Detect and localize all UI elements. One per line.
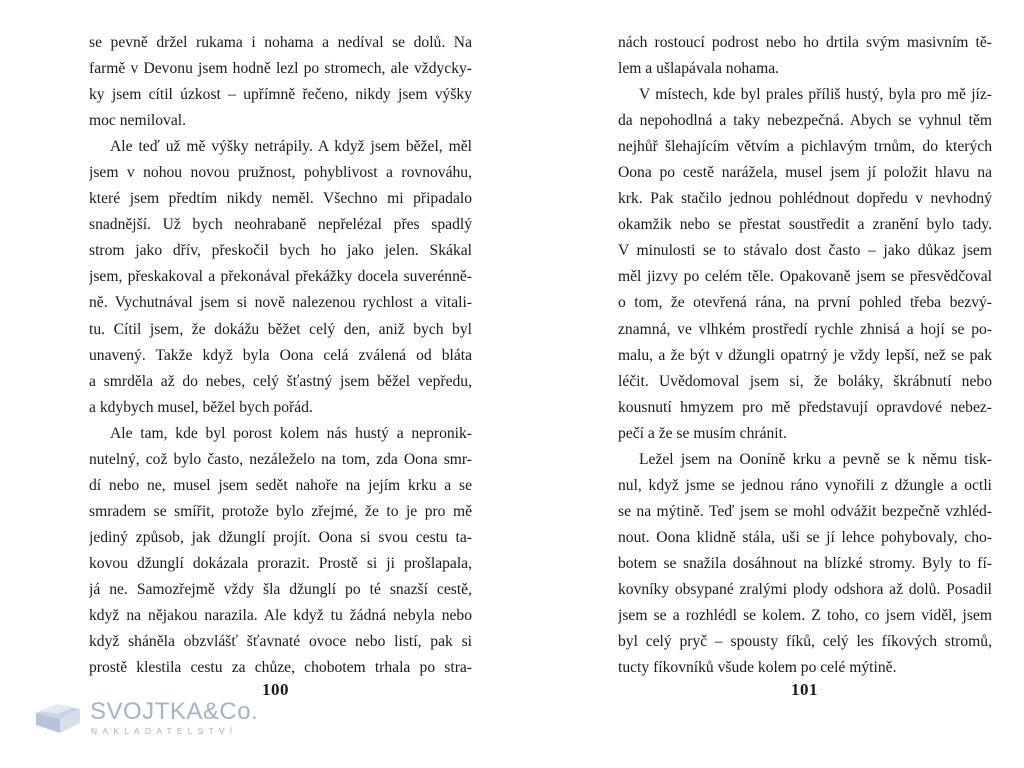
text-line: da nepohodlná a taky nebezpečná. Abych se vyhnul těm: [618, 112, 992, 130]
publisher-name: SVOJTKA&Co.: [90, 698, 259, 725]
text-line: farmě v Devonu jsem hodně lezl po stromech, ale vždycky-: [89, 60, 472, 78]
text-line: nout. Oona klidně stála, uši se jí lehce pohybovaly, cho-: [618, 528, 992, 546]
text-line: jediný způsob, jak džunglí projít. Oona si svou cestu ta-: [89, 528, 472, 546]
page-number-left: 100: [262, 680, 289, 699]
text-line: snadnější. Už bych neohrabaně nepřelézal přes spadlý: [89, 216, 472, 234]
text-line: krk. Pak stačilo jednou pohlédnout dopředu v nevhodný: [618, 190, 992, 208]
text-line: které jsem předtím nikdy neměl. Všechno mi připadalo: [89, 190, 472, 208]
text-line: léčit. Uvědomoval jsem si, že boláky, škrábnutí nebo: [618, 372, 992, 390]
text-line: moc nemiloval.: [89, 112, 187, 130]
left-page: [89, 30, 472, 681]
text-line: Ale tam, kde byl porost kolem nás hustý a nepronik-: [110, 424, 472, 442]
text-line: když sháněla obzvlášť šťavnaté ovoce nebo listí, pak si: [89, 633, 472, 651]
text-line: když na nějakou narazila. Ale když tu žádná nebyla nebo: [89, 607, 472, 625]
text-line: nejhůř šlehajícím větvím a pichlavým trnům, do kterých: [618, 138, 992, 156]
text-line: se na mýtině. Teď jsem se mohl odvážit bezpečně vzhléd-: [618, 502, 992, 520]
text-line: prostě klestila cestu za chůze, chobotem trhala po stra-: [89, 659, 472, 677]
text-line: tucty fíkovníků všude kolem po celé mýtině.: [618, 659, 897, 677]
text-line: byl celý pryč – spousty fíků, celý les fíkových stromů,: [618, 633, 992, 651]
publisher-logo: [34, 697, 259, 741]
text-line: strom jako dřív, přeskočil bych ho jako jelen. Skákal: [89, 242, 472, 260]
text-line: o tom, že otevřená rána, na první pohled třeba bezvý-: [618, 294, 992, 312]
text-line: kovníky obsypané zralými plody odshora až dolů. Posadil: [618, 580, 992, 598]
text-line: jsem, přeskakoval a překonával překážky docela suverénně-: [89, 268, 472, 286]
text-line: pečí a že se musím chránit.: [618, 424, 787, 442]
text-line: znamná, ve vlhkém prostředí rychle zhnisá a hojí se po-: [618, 320, 992, 338]
text-line: já ne. Samozřejmě vždy šla džunglí po té snazší cestě,: [89, 580, 472, 598]
text-line: dí nebo ne, musel jsem sedět nahoře na jejím krku a se: [89, 476, 472, 494]
text-line: nul, když jsme se jednou ráno vynořili z džungle a octli: [618, 476, 992, 494]
text-line: ky jsem cítil úzkost – upřímně řečeno, nikdy jsem výšky: [89, 86, 472, 104]
book-logo-icon: [34, 699, 82, 735]
text-line: nutelný, což bylo často, nezáleželo na tom, zda Oona smr-: [89, 450, 472, 468]
text-line: nách rostoucí podrost nebo ho drtila svým masivním tě-: [618, 34, 992, 51]
text-line: měl jizvy po celém těle. Opakovaně jsem se přesvědčoval: [618, 268, 992, 286]
text-line: smradem se smířit, protože bylo zřejmé, že to je pro mě: [89, 502, 472, 520]
text-line: V místech, kde byl prales příliš hustý, byla pro mě jíz-: [639, 86, 992, 104]
text-line: botem se snažila dosáhnout na blízké stromy. Byly to fí-: [618, 554, 992, 572]
text-line: ně. Vychutnával jsem si nově nalezenou rychlost a vitali-: [89, 294, 472, 312]
text-line: se pevně držel rukama i nohama a nedíval se dolů. Na: [89, 34, 472, 51]
text-line: okamžik nebo se přestat soustředit a zranění bylo tady.: [618, 216, 992, 234]
text-line: malu, a že být v džungli opatrný je vždy lepší, než se pak: [618, 346, 992, 364]
text-line: Ale teď už mě výšky netrápily. A když jsem běžel, měl: [110, 138, 472, 156]
text-line: a kdybych musel, běžel bych pořád.: [89, 398, 313, 416]
text-line: tu. Cítil jsem, že dokážu běžet celý den, aniž bych byl: [89, 320, 472, 338]
text-line: kousnutí hmyzem pro mě představují opravdové nebez-: [618, 398, 992, 416]
right-page: [618, 30, 992, 681]
text-line: Ležel jsem na Ooníně krku a pevně se k němu tisk-: [639, 450, 992, 468]
text-line: V minulosti se to stávalo dost často – jako důkaz jsem: [618, 242, 992, 260]
text-line: Oona po cestě narážela, musel jsem jí položit hlavu na: [618, 164, 992, 182]
text-line: kovou džunglí dokázala prorazit. Prostě si ji prošlapala,: [89, 554, 472, 572]
text-line: lem a ušlapávala nohama.: [618, 60, 780, 78]
publisher-subtitle: NAKLADATELSTVÍ: [91, 726, 238, 736]
text-line: unavený. Takže když byla Oona celá zválená od bláta: [89, 346, 472, 364]
page-number-right: 101: [791, 680, 818, 699]
text-line: jsem v nohou novou pružnost, pohyblivost a rovnováhu,: [89, 164, 472, 182]
text-line: jsem se a rozhlédl se kolem. Z toho, co jsem viděl, jsem: [618, 607, 992, 625]
text-line: a smrděla až do nebes, celý šťastný jsem běžel vepředu,: [89, 372, 472, 390]
